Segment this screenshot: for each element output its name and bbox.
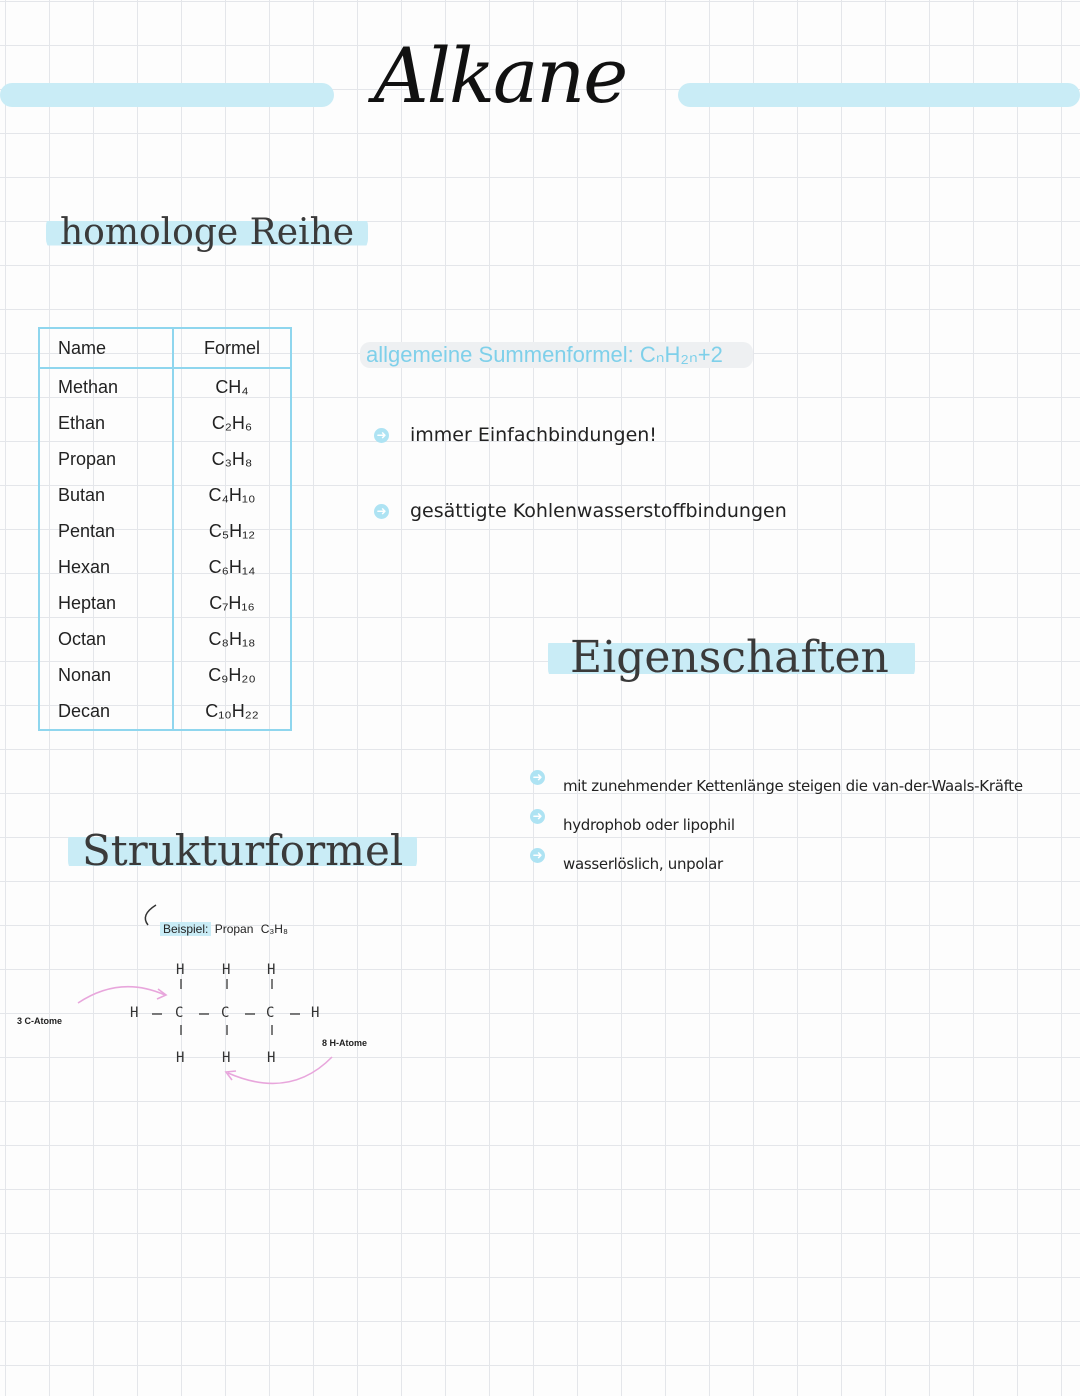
pink-arrow-right: [228, 1057, 332, 1083]
col-formula-header: Formel: [173, 328, 291, 368]
table-row: [39, 368, 291, 405]
arrow-bullet-icon: ➜: [374, 428, 389, 443]
eigenschaften-heading: Eigenschaften: [548, 632, 915, 683]
curl-arrow-icon: [145, 905, 156, 925]
eigenschaft-point: wasserlöslich, unpolar: [563, 855, 723, 873]
alkane-name: Ethan: [39, 405, 173, 441]
hydrogen-atom: H: [267, 1050, 276, 1066]
alkane-name: Hexan: [39, 549, 173, 585]
eigenschaft-point: mit zunehmender Kettenlänge steigen die van-der-Waals-Kräfte: [563, 777, 1023, 795]
alkane-name: Propan: [39, 441, 173, 477]
hydrogen-atom: H: [176, 962, 185, 978]
col-name-header: Name: [39, 328, 173, 368]
table-row: [39, 405, 291, 441]
structure-diagram: [0, 895, 440, 1105]
alkane-formula: C₅H₁₂: [173, 513, 291, 549]
alkane-formula: CH₄: [173, 368, 291, 405]
hydrogen-atom: H: [222, 962, 231, 978]
table-row: [39, 549, 291, 585]
homolog-table: [38, 327, 292, 731]
table-header-row: [39, 328, 291, 368]
alkane-name: Octan: [39, 621, 173, 657]
alkane-name: Nonan: [39, 657, 173, 693]
arrow-bullet-icon: ➜: [530, 770, 545, 785]
table-row: [39, 657, 291, 693]
alkane-formula: C₄H₁₀: [173, 477, 291, 513]
alkane-name: Decan: [39, 693, 173, 730]
alkane-name: Methan: [39, 368, 173, 405]
hydrogen-atom: H: [222, 1050, 231, 1066]
arrow-bullet-icon: ➜: [374, 504, 389, 519]
page-title: Alkane: [373, 31, 627, 120]
alkane-formula: C₃H₈: [173, 441, 291, 477]
table-row: [39, 693, 291, 730]
arrow-bullet-icon: ➜: [530, 809, 545, 824]
arrow-bullet-icon: ➜: [530, 848, 545, 863]
table-row: [39, 441, 291, 477]
eigenschaft-point: hydrophob oder lipophil: [563, 816, 735, 834]
hydrogen-atom: H: [311, 1005, 320, 1021]
alkane-formula: C₁₀H₂₂: [173, 693, 291, 730]
table-row: [39, 513, 291, 549]
title-highlight-right: [678, 83, 1080, 107]
alkane-name: Butan: [39, 477, 173, 513]
general-formula: allgemeine Summenformel: CₙH₂ₙ+2: [360, 342, 753, 368]
alkane-formula: C₈H₁₈: [173, 621, 291, 657]
alkane-formula: C₉H₂₀: [173, 657, 291, 693]
table-row: [39, 585, 291, 621]
example-name: Propan: [214, 922, 254, 936]
general-point: immer Einfachbindungen!: [410, 424, 657, 446]
alkane-formula: C₂H₆: [173, 405, 291, 441]
hydrogen-atom: H: [176, 1050, 185, 1066]
example-label: Beispiel:: [160, 922, 211, 936]
alkane-name: Pentan: [39, 513, 173, 549]
example-formula: C₃H₈: [260, 922, 288, 936]
hydrogen-atom: H: [267, 962, 276, 978]
alkane-name: Heptan: [39, 585, 173, 621]
hydrogen-atom: H: [130, 1005, 139, 1021]
strukturformel-heading: Strukturformel: [68, 826, 417, 875]
carbon-count-note: 3 C-Atome: [17, 1016, 63, 1026]
title-highlight-left: [0, 83, 334, 107]
alkane-formula: C₇H₁₆: [173, 585, 291, 621]
carbon-atom: C: [221, 1005, 230, 1021]
table-row: [39, 477, 291, 513]
carbon-atom: C: [175, 1005, 184, 1021]
alkane-formula: C₆H₁₄: [173, 549, 291, 585]
table-row: [39, 621, 291, 657]
homolog-heading: homologe Reihe: [46, 212, 368, 253]
hydrogen-count-note: 8 H-Atome: [322, 1038, 368, 1048]
general-point: gesättigte Kohlenwasserstoffbindungen: [410, 500, 787, 522]
carbon-atom: C: [266, 1005, 275, 1021]
pink-arrow-left: [78, 987, 165, 1003]
